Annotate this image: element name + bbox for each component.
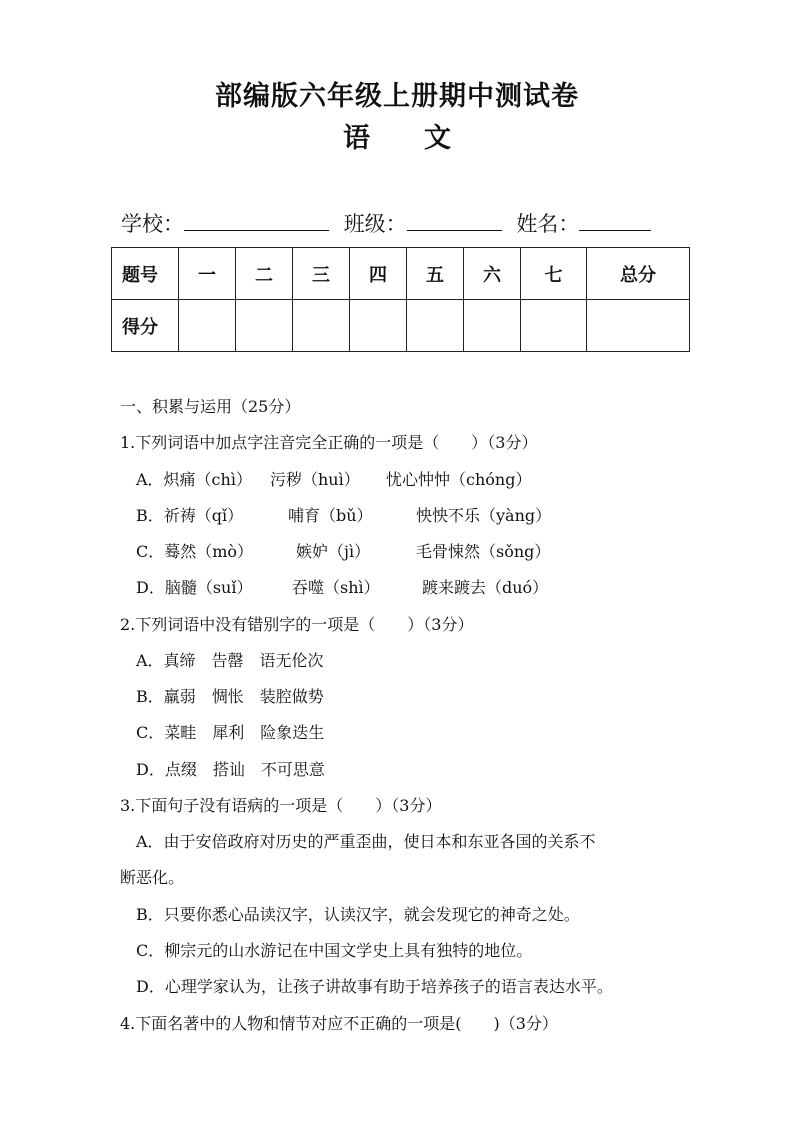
school-label: 学校：: [121, 212, 184, 236]
question-3-option-d: D．心理学家认为，让孩子讲故事有助于培养孩子的语言表达水平。: [136, 977, 613, 996]
score-row-label: 得分: [112, 300, 179, 352]
score-header-cell: 题号: [112, 248, 179, 300]
score-table-header-row: [112, 248, 690, 300]
question-2-option-c: C．菜畦 犀利 险象迭生: [136, 723, 325, 742]
question-1-option-c: C．蓦然（mò） 嫉妒（jì） 毛骨悚然（sǒng）: [136, 542, 551, 561]
question-3-option-c: C．柳宗元的山水游记在中国文学史上具有独特的地位。: [136, 941, 533, 960]
score-header-cell: 一: [179, 248, 236, 300]
question-1-stem: 1.下列词语中加点字注音完全正确的一项是（ ）（3分）: [120, 433, 538, 452]
question-3-stem: 3.下面句子没有语病的一项是（ ）（3分）: [120, 796, 442, 815]
exam-title: 部编版六年级上册期中测试卷: [215, 81, 579, 112]
question-2-stem: 2.下列词语中没有错别字的一项是（ ）（3分）: [120, 615, 474, 634]
name-blank[interactable]: [579, 208, 651, 231]
score-header-cell: 六: [464, 248, 521, 300]
score-cell[interactable]: [236, 300, 293, 352]
score-header-cell: 总分: [587, 248, 690, 300]
question-2-option-d: D．点缀 搭讪 不可思意: [136, 760, 325, 779]
score-table-score-row: [112, 300, 690, 352]
question-1-option-b: B．祈祷（qǐ） 哺育（bǔ） 怏怏不乐（yàng）: [136, 506, 552, 525]
question-1-option-d: D．脑髓（suǐ） 吞噬（shì） 踱来踱去（duó）: [136, 578, 549, 597]
score-cell[interactable]: [587, 300, 690, 352]
score-cell[interactable]: [407, 300, 464, 352]
score-cell[interactable]: [293, 300, 350, 352]
score-cell[interactable]: [350, 300, 407, 352]
question-2-option-b: B．羸弱 惆怅 装腔做势: [136, 687, 324, 706]
class-label: 班级：: [343, 212, 407, 236]
score-header-cell: 三: [293, 248, 350, 300]
score-header-cell: 七: [521, 248, 587, 300]
score-table: [111, 247, 690, 352]
student-info-line: [121, 208, 651, 239]
question-1-option-a: A．炽痛（chì） 污秽（huì） 忧心忡忡（chóng）: [136, 470, 532, 489]
score-header-cell: 四: [350, 248, 407, 300]
score-cell[interactable]: [464, 300, 521, 352]
score-header-cell: 二: [236, 248, 293, 300]
score-header-cell: 五: [407, 248, 464, 300]
section-heading: 一、积累与运用（25分）: [120, 397, 301, 416]
score-cell[interactable]: [521, 300, 587, 352]
question-3-option-b: B．只要你悉心品读汉字，认读汉字，就会发现它的神奇之处。: [136, 905, 580, 924]
subject-title: 语 文: [343, 123, 451, 154]
name-label: 姓名：: [516, 212, 580, 236]
question-3-option-a: A．由于安倍政府对历史的严重歪曲，使日本和东亚各国的关系不: [136, 832, 596, 851]
score-cell[interactable]: [179, 300, 236, 352]
school-blank[interactable]: [184, 208, 329, 231]
question-3-option-a-continued: 断恶化。: [120, 868, 185, 887]
question-2-option-a: A．真缔 告罄 语无伦次: [136, 651, 324, 670]
question-4-stem: 4.下面名著中的人物和情节对应不正确的一项是( )（3分）: [120, 1014, 558, 1033]
class-blank[interactable]: [407, 208, 502, 231]
